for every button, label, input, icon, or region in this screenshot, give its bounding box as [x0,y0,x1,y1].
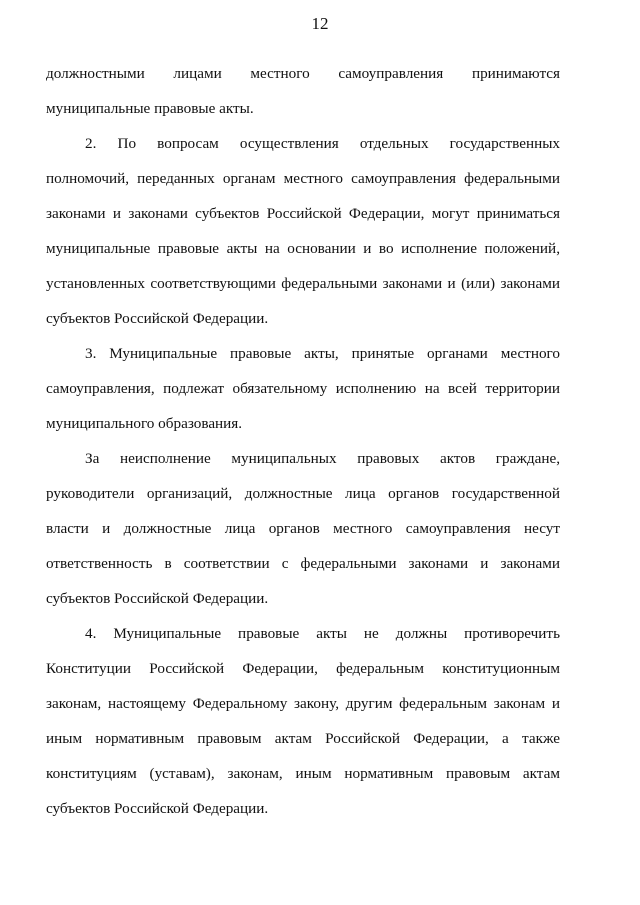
text-line: 4. Муниципальные правовые акты не должны противоречить [85,625,560,642]
text-line: законам, настоящему Федеральному закону, другим федеральным законам и [46,695,560,712]
text-line: полномочий, переданных органам местного самоуправления федеральными [46,170,560,187]
text-line: законами и законами субъектов Российской Федерации, могут приниматься [46,205,560,222]
text-line: субъектов Российской Федерации. [46,800,269,817]
text-line: должностными лицами местного самоуправления принимаются [46,65,560,82]
text-line: самоуправления, подлежат обязательному исполнению на всей территории [46,380,560,397]
page-number: 12 [311,14,329,33]
text-line: субъектов Российской Федерации. [46,310,269,327]
text-line: ответственность в соответствии с федеральными законами и законами [46,555,560,572]
text-line: конституциям (уставам), законам, иным нормативным правовым актам [46,765,560,782]
document-body [46,62,560,832]
text-line: За неисполнение муниципальных правовых актов граждане, [85,450,560,467]
text-line: муниципального образования. [46,415,243,432]
text-line: руководители организаций, должностные лица органов государственной [46,485,560,502]
text-line: субъектов Российской Федерации. [46,590,269,607]
text-line: Конституции Российской Федерации, федеральным конституционным [46,660,560,677]
text-line: 2. По вопросам осуществления отдельных государственных [85,135,560,152]
text-line: муниципальные правовые акты на основании и во исполнение положений, [46,240,560,257]
text-line: иным нормативным правовым актам Российской Федерации, а также [46,730,560,747]
text-line: власти и должностные лица органов местного самоуправления несут [46,520,560,537]
text-line: установленных соответствующими федеральными законами и (или) законами [46,275,560,292]
text-line: муниципальные правовые акты. [46,100,254,117]
text-line: 3. Муниципальные правовые акты, принятые органами местного [85,345,560,362]
